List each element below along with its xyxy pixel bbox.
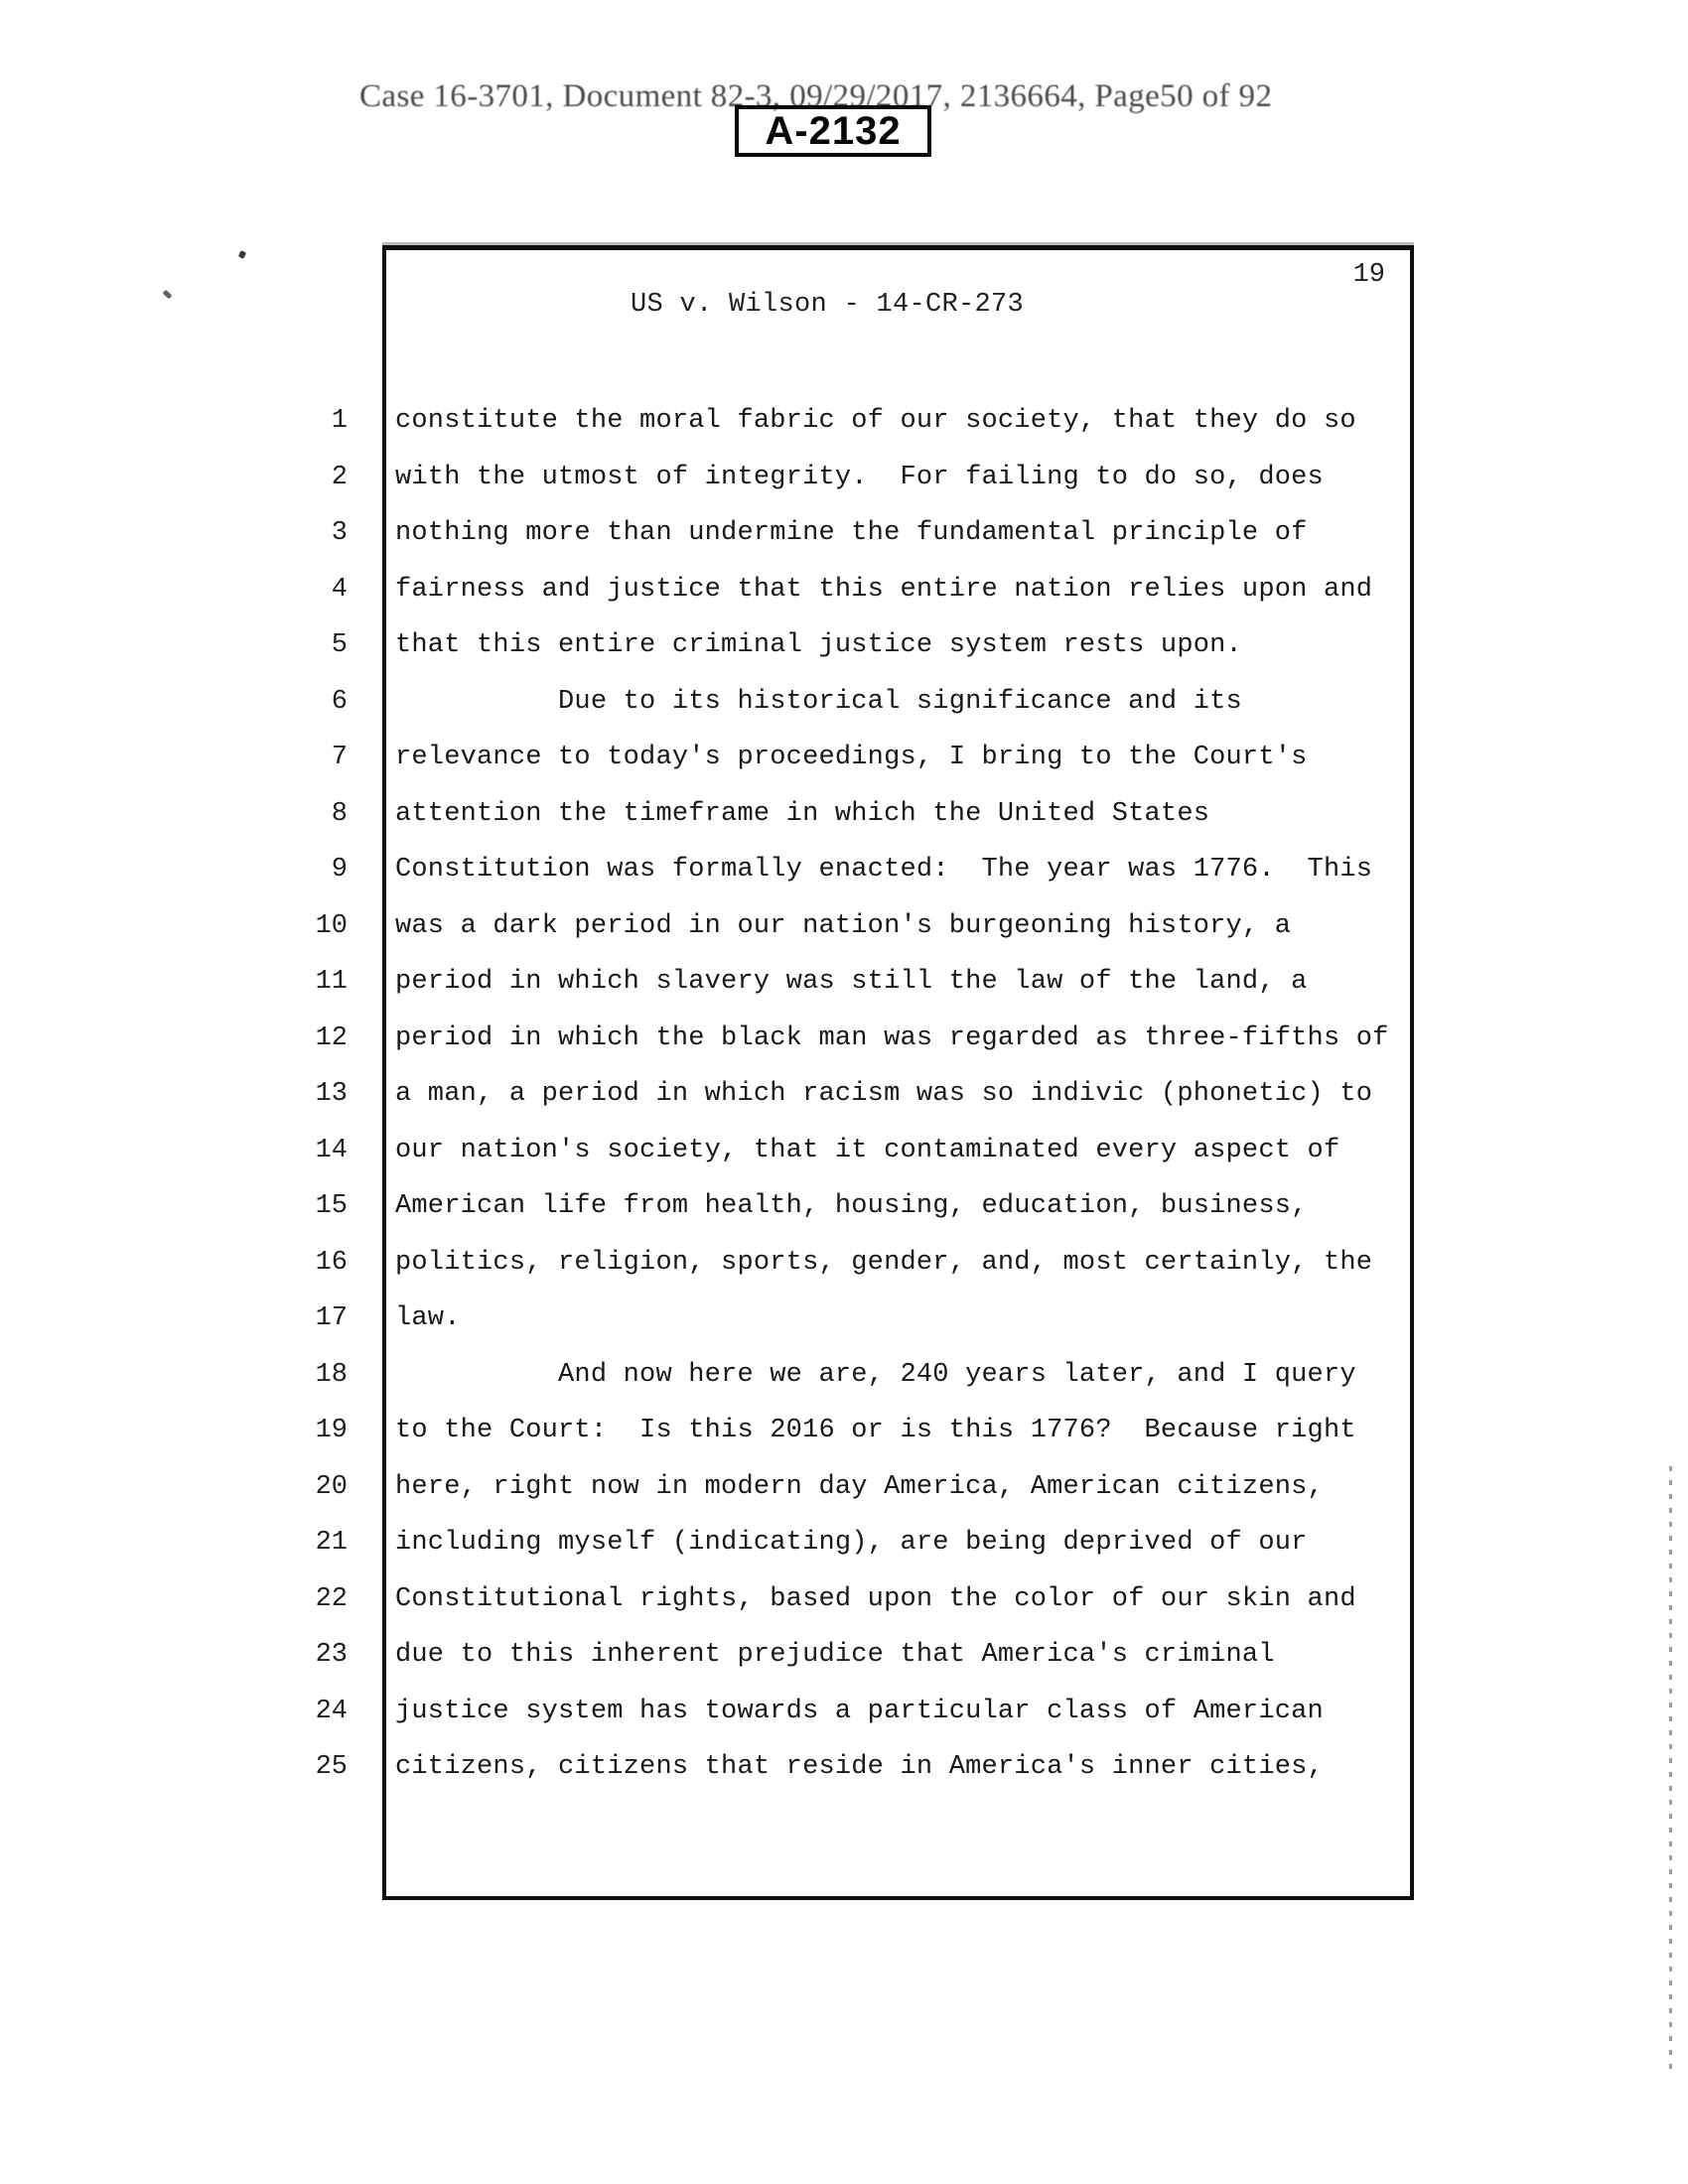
line-text: justice system has towards a particular class of American — [395, 1696, 1324, 1726]
line-text: period in which the black man was regarded as three-fifths of — [395, 1023, 1389, 1053]
line-number: 15 — [315, 1191, 348, 1221]
line-text: with the utmost of integrity. For failing to do so, does — [395, 462, 1324, 492]
line-text: a man, a period in which racism was so indivic (phonetic) to — [395, 1079, 1373, 1109]
line-text: Due to its historical significance and its — [395, 686, 1242, 717]
transcript-line — [0, 1523, 1460, 1563]
line-text: nothing more than undermine the fundamental principle of — [395, 518, 1308, 548]
line-text: law. — [395, 1303, 461, 1333]
transcript-line — [0, 1467, 1460, 1507]
line-number: 18 — [315, 1359, 348, 1390]
transcript-line — [0, 850, 1460, 889]
line-text: fairness and justice that this entire nation relies upon and — [395, 574, 1373, 605]
line-text: that this entire criminal justice system rests upon. — [395, 630, 1242, 660]
line-text: including myself (indicating), are being deprived of our — [395, 1528, 1308, 1558]
transcript-page-number: 19 — [1352, 260, 1385, 290]
transcript-line — [0, 794, 1460, 834]
transcript-line — [0, 401, 1460, 441]
line-text: period in which slavery was still the law of the land, a — [395, 967, 1308, 997]
line-number: 6 — [331, 686, 348, 717]
line-text: our nation's society, that it contaminated every aspect of — [395, 1135, 1340, 1165]
transcript-line — [0, 1243, 1460, 1283]
line-number: 8 — [331, 798, 348, 829]
line-number: 24 — [315, 1696, 348, 1726]
line-text: here, right now in modern day America, American citizens, — [395, 1471, 1324, 1502]
line-number: 3 — [331, 518, 348, 548]
line-text: due to this inherent prejudice that America's criminal — [395, 1640, 1275, 1670]
line-number: 13 — [315, 1079, 348, 1109]
exhibit-stamp-box — [735, 105, 931, 157]
transcript-line — [0, 1747, 1460, 1787]
transcript-line — [0, 1579, 1460, 1619]
line-text: to the Court: Is this 2016 or is this 1776? Because right — [395, 1416, 1356, 1445]
line-number: 14 — [315, 1135, 348, 1165]
transcript-line — [0, 1186, 1460, 1226]
line-text: relevance to today's proceedings, I bring to the Court's — [395, 743, 1308, 772]
line-number: 2 — [331, 462, 348, 492]
case-title: US v. Wilson - 14-CR-273 — [631, 290, 1025, 320]
line-number: 10 — [315, 910, 348, 941]
line-number: 25 — [315, 1752, 348, 1782]
transcript-line — [0, 962, 1460, 1002]
transcript-line — [0, 1692, 1460, 1731]
line-text: politics, religion, sports, gender, and, most certainly, the — [395, 1247, 1373, 1278]
transcript-line — [0, 906, 1460, 946]
transcript-line — [0, 513, 1460, 553]
appeal-case-header: Case 16-3701, Document 82-3, 09/29/2017, 2136664, Page50 of 92 — [359, 78, 1273, 114]
transcript-line — [0, 738, 1460, 777]
line-text: Constitution was formally enacted: The year was 1776. This — [395, 855, 1373, 885]
transcript-line — [0, 1298, 1460, 1338]
line-number: 5 — [331, 630, 348, 660]
exhibit-stamp-label: A-2132 — [765, 109, 902, 153]
transcript-line — [0, 1411, 1460, 1450]
transcript-line — [0, 1074, 1460, 1114]
line-number: 20 — [315, 1471, 348, 1502]
line-number: 19 — [315, 1416, 348, 1445]
line-text: Constitutional rights, based upon the color of our skin and — [395, 1583, 1356, 1614]
line-text: attention the timeframe in which the United States — [395, 798, 1210, 829]
transcript-line — [0, 1355, 1460, 1395]
line-number: 12 — [315, 1023, 348, 1053]
line-number: 17 — [315, 1303, 348, 1333]
line-text: was a dark period in our nation's burgeoning history, a — [395, 910, 1292, 941]
scan-artifact-dashed-line — [1669, 1466, 1672, 2078]
transcript-line — [0, 625, 1460, 665]
line-number: 11 — [315, 967, 348, 997]
transcript-line — [0, 458, 1460, 497]
line-number: 22 — [315, 1583, 348, 1614]
line-number: 16 — [315, 1247, 348, 1278]
scan-speck — [238, 250, 246, 259]
line-number: 23 — [315, 1640, 348, 1670]
line-number: 7 — [331, 743, 348, 772]
line-number: 21 — [315, 1528, 348, 1558]
transcript-line — [0, 1131, 1460, 1170]
transcript-line — [0, 1635, 1460, 1675]
line-number: 9 — [331, 855, 348, 885]
transcript-line — [0, 682, 1460, 722]
line-text: American life from health, housing, education, business, — [395, 1191, 1308, 1221]
line-text: And now here we are, 240 years later, and I query — [395, 1359, 1356, 1390]
scan-speck — [162, 290, 172, 300]
line-number: 4 — [331, 574, 348, 605]
line-text: citizens, citizens that reside in America's inner cities, — [395, 1752, 1324, 1782]
transcript-line — [0, 1019, 1460, 1058]
line-number: 1 — [331, 406, 348, 436]
line-text: constitute the moral fabric of our society, that they do so — [395, 406, 1356, 436]
transcript-line — [0, 570, 1460, 610]
